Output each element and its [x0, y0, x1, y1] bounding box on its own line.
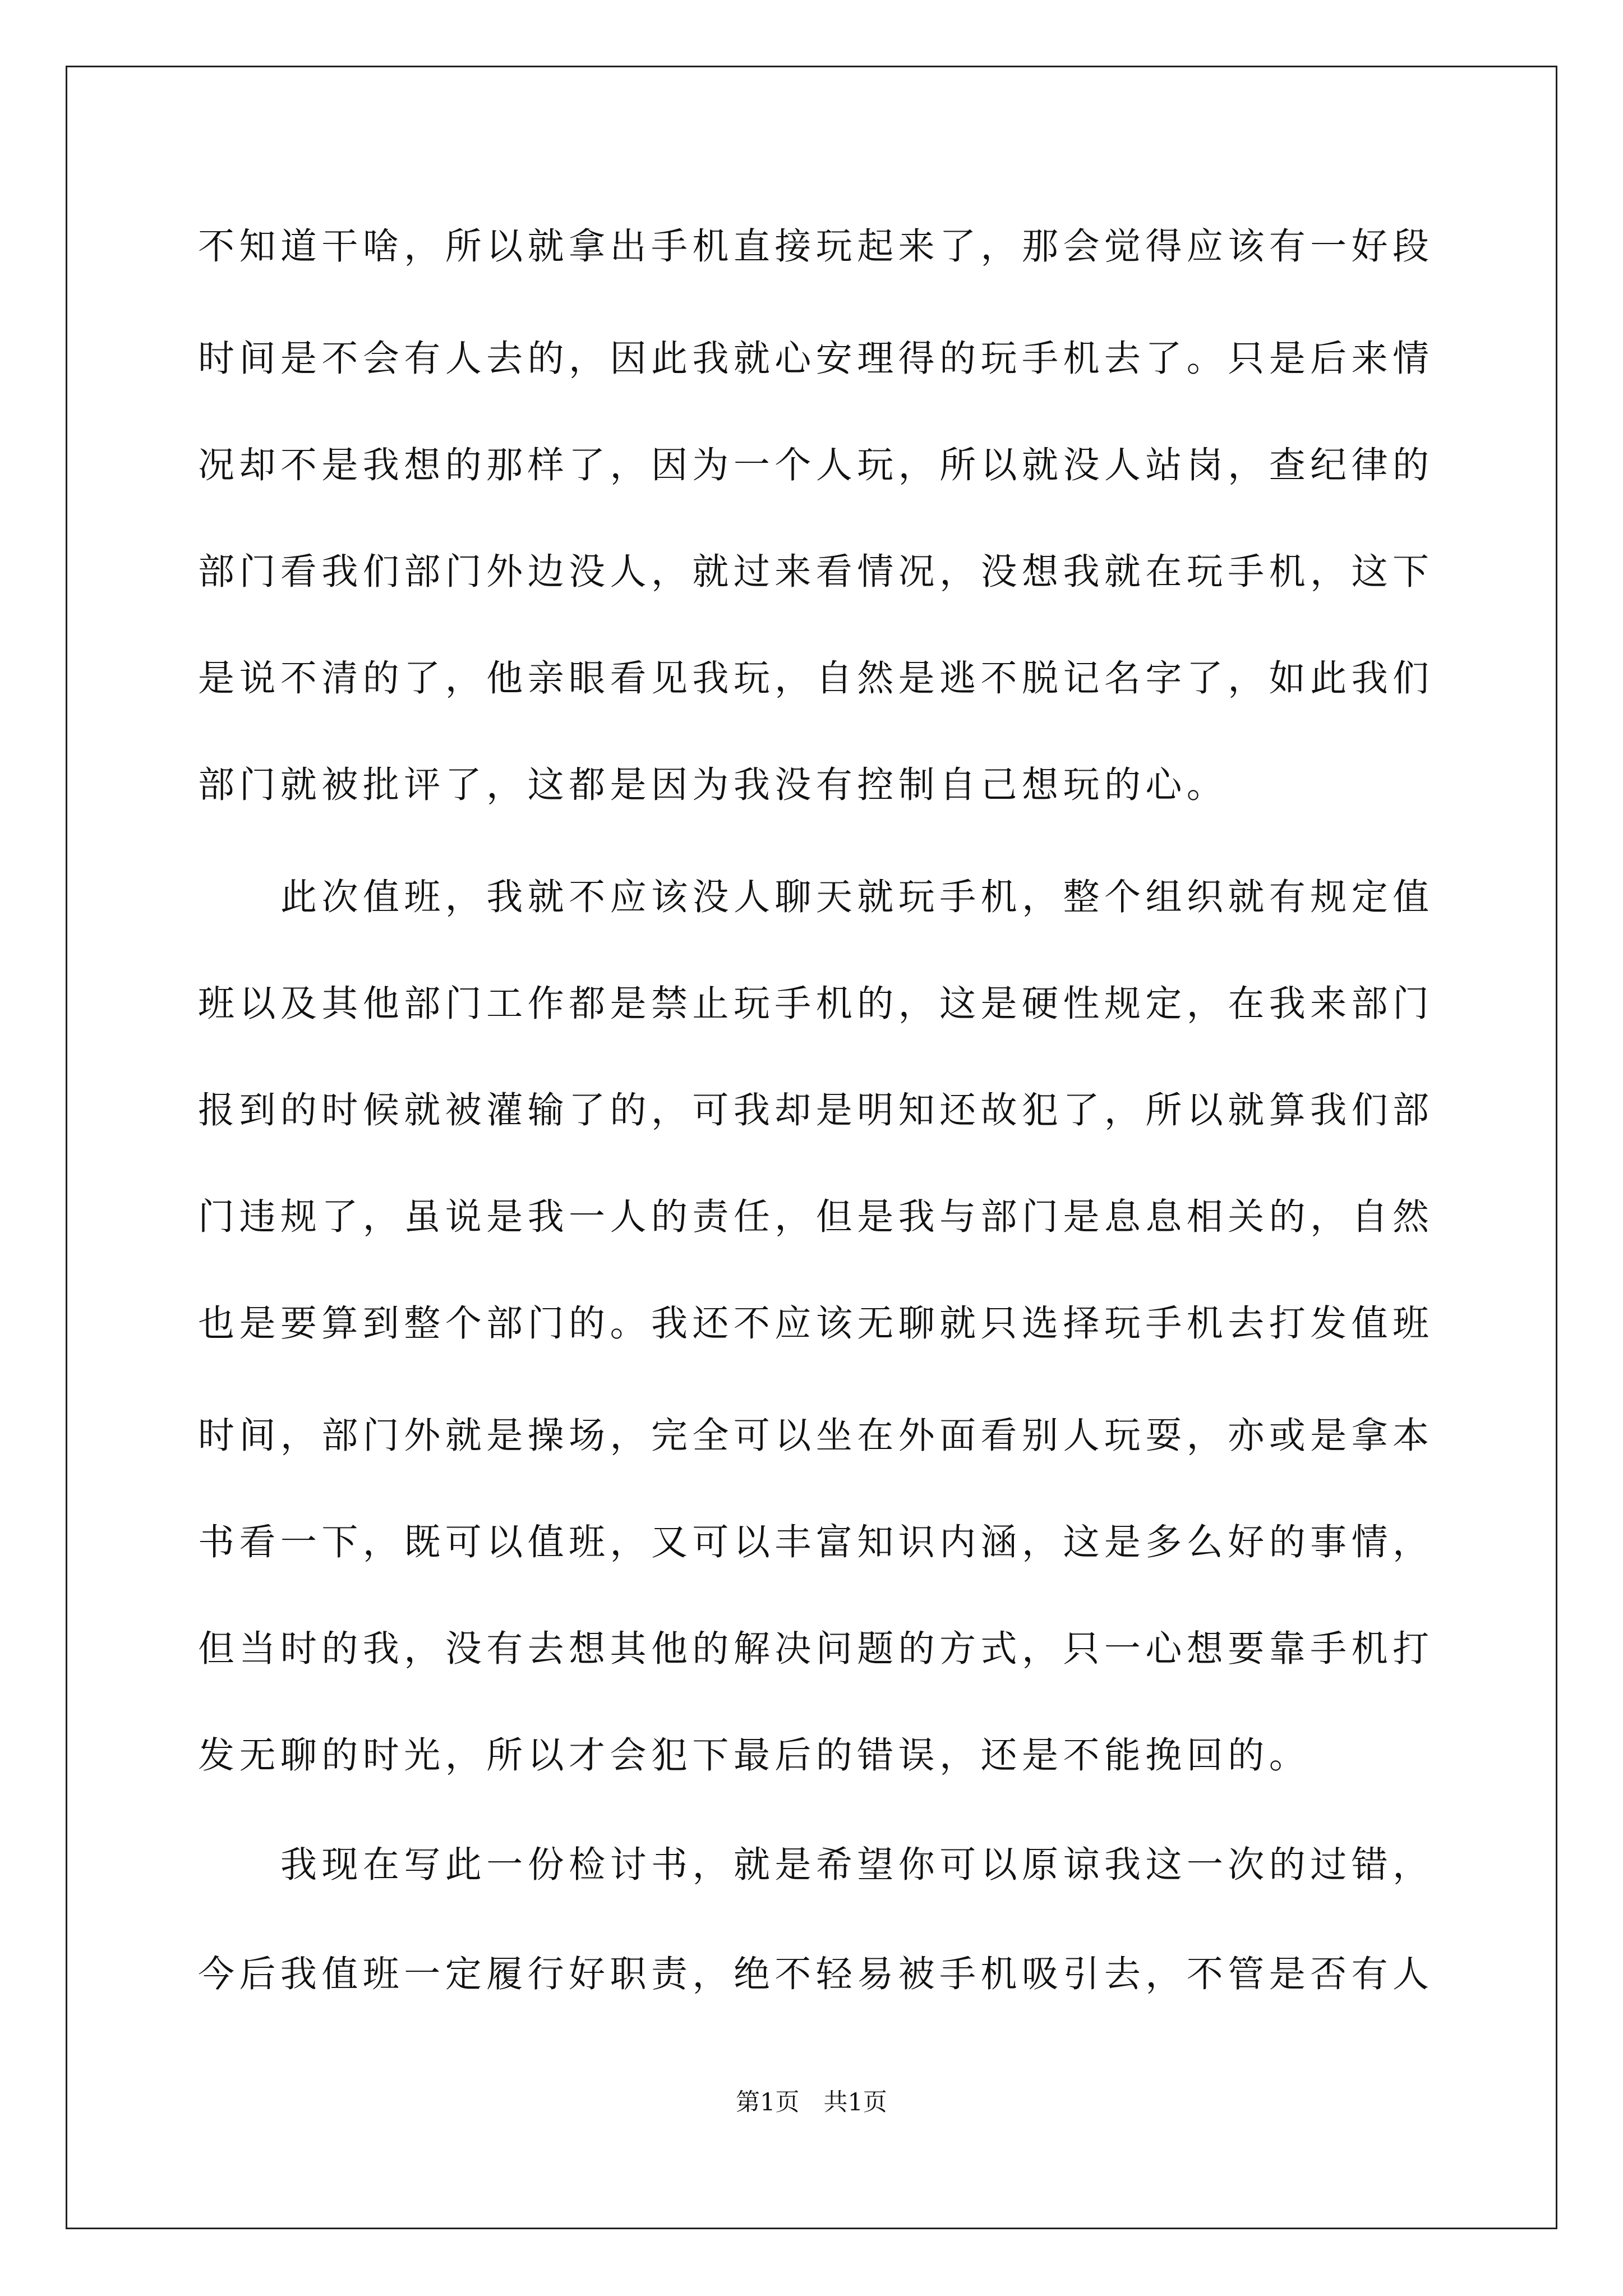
page-number-footer: 第1页 共1页 — [736, 2088, 887, 2116]
paragraph-first-line: 我现在写此一份检讨书，就是希望你可以原谅我这一次的过错， — [280, 1844, 1434, 1886]
text-line: 也是要算到整个部门的。我还不应该无聊就只选择玩手机去打发值班 — [198, 1303, 1434, 1345]
text-line: 今后我值班一定履行好职责，绝不轻易被手机吸引去，不管是否有人 — [198, 1953, 1434, 1995]
text-line: 是说不清的了，他亲眼看见我玩，自然是逃不脱记名字了，如此我们 — [198, 657, 1434, 700]
text-line: 部门就被批评了，这都是因为我没有控制自己想玩的心。 — [198, 764, 1228, 806]
text-line: 报到的时候就被灌输了的，可我却是明知还故犯了，所以就算我们部 — [198, 1089, 1434, 1131]
text-line: 时间，部门外就是操场，完全可以坐在外面看别人玩耍，亦或是拿本 — [198, 1415, 1434, 1457]
text-line: 部门看我们部门外边没人，就过来看情况，没想我就在玩手机，这下 — [198, 551, 1434, 593]
text-line: 班以及其他部门工作都是禁止玩手机的，这是硬性规定，在我来部门 — [198, 983, 1434, 1025]
text-line: 发无聊的时光，所以才会犯下最后的错误，还是不能挽回的。 — [198, 1734, 1311, 1777]
text-line: 书看一下，既可以值班，又可以丰富知识内涵，这是多么好的事情， — [198, 1521, 1434, 1563]
text-line: 不知道干啥，所以就拿出手机直接玩起来了，那会觉得应该有一好段 — [198, 226, 1434, 268]
text-line: 时间是不会有人去的，因此我就心安理得的玩手机去了。只是后来情 — [198, 338, 1434, 380]
paragraph-first-line: 此次值班，我就不应该没人聊天就玩手机，整个组织就有规定值 — [280, 876, 1434, 918]
text-line: 门违规了，虽说是我一人的责任，但是我与部门是息息相关的，自然 — [198, 1196, 1434, 1238]
text-line: 但当时的我，没有去想其他的解决问题的方式，只一心想要靠手机打 — [198, 1628, 1434, 1670]
text-line: 况却不是我想的那样了，因为一个人玩，所以就没人站岗，查纪律的 — [198, 444, 1434, 486]
